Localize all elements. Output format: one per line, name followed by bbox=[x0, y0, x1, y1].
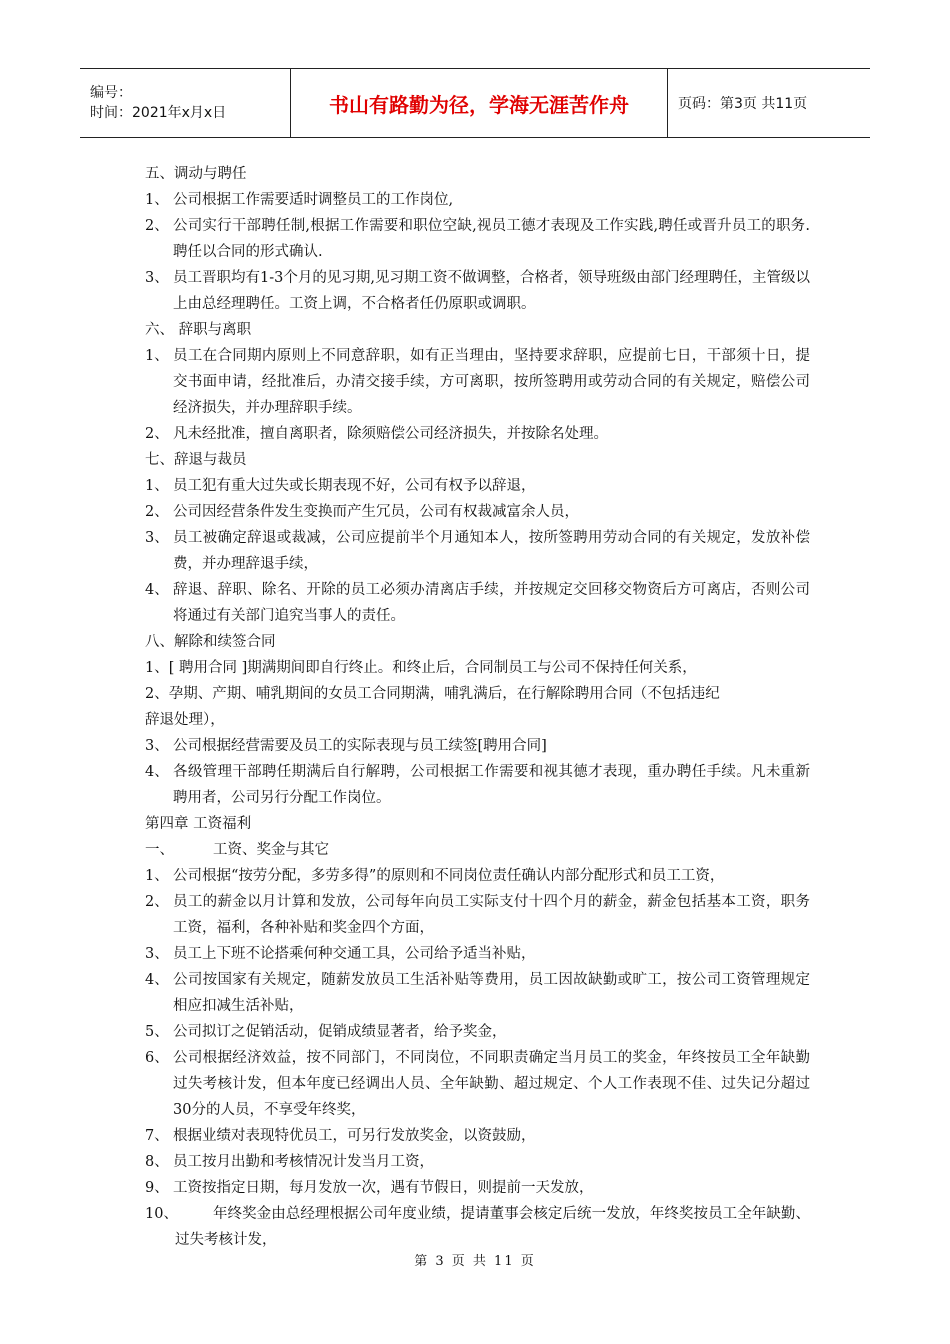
section-8-line-1: 1、[ 聘用合同 ]期满期间即自行终止。和终止后，合同制员工与公司不保持任何关系， bbox=[145, 660, 697, 676]
list-item: 2、 公司因经营条件发生变换而产生冗员，公司有权裁减富余人员， bbox=[145, 504, 579, 520]
serial-label: 编号： bbox=[90, 85, 132, 101]
section-6-title: 六、 辞职与离职 bbox=[145, 322, 252, 338]
header-page-info bbox=[668, 69, 870, 137]
section-5-title: 五、调动与聘任 bbox=[145, 166, 247, 182]
list-item: 3、 员工晋职均有1-3个月的见习期,见习期工资不做调整，合格者，领导班级由部门经理聘任，主管级以上由总经理聘任。工资上调，不合格者任仍原职或调职。 bbox=[145, 270, 810, 312]
header-meta bbox=[80, 69, 291, 137]
list-item: 4、 辞退、辞职、除名、开除的员工必须办清离店手续，并按规定交回移交物资后方可离店，否则公司将通过有关部门追究当事人的责任。 bbox=[145, 582, 810, 624]
page-info-text: 页码：第3页 共11页 bbox=[678, 96, 808, 112]
list-item: 8、 员工按月出勤和考核情况计发当月工资， bbox=[145, 1154, 434, 1170]
list-item: 3、 公司根据经营需要及员工的实际表现与员工续签[聘用合同] bbox=[145, 738, 547, 754]
list-item: 2、 凡未经批准，擅自离职者，除须赔偿公司经济损失，并按除名处理。 bbox=[145, 426, 608, 442]
header-motto bbox=[291, 69, 668, 137]
date-line: 时间：2021年x月x日 bbox=[90, 105, 227, 121]
list-item: 4、 各级管理干部聘任期满后自行解聘，公司根据工作需要和视其德才表现，重办聘任手续。凡未重新聘用者，公司另行分配工作岗位。 bbox=[145, 764, 810, 806]
list-item: 5、 公司拟订之促销活动，促销成绩显著者，给予奖金， bbox=[145, 1024, 507, 1040]
list-item: 9、 工资按指定日期，每月发放一次，遇有节假日，则提前一天发放， bbox=[145, 1180, 594, 1196]
section-8-line-2a: 2、孕期、产期、哺乳期间的女员工合同期满，哺乳满后，在行解除聘用合同（不包括违纪 bbox=[145, 686, 720, 702]
list-item: 1、 员工犯有重大过失或长期表现不好，公司有权予以辞退， bbox=[145, 478, 536, 494]
section-8-title: 八、解除和续签合同 bbox=[145, 634, 276, 650]
list-item: 3、 员工被确定辞退或裁减，公司应提前半个月通知本人，按所签聘用劳动合同的有关规定，发放补偿费，并办理辞退手续， bbox=[145, 530, 810, 572]
list-item-10: 10、 年终奖金由总经理根据公司年度业绩，提请董事会核定后统一发放，年终奖按员工全年缺勤、过失考核计发， bbox=[145, 1206, 810, 1248]
chapter-4-title: 第四章 工资福利 bbox=[145, 816, 252, 832]
chapter-4-subtitle: 一、 工资、奖金与其它 bbox=[145, 842, 329, 858]
list-item: 1、 公司根据工作需要适时调整员工的工作岗位, bbox=[145, 192, 454, 208]
section-7-title: 七、辞退与裁员 bbox=[145, 452, 247, 468]
list-item: 1、 公司根据“按劳分配，多劳多得”的原则和不同岗位责任确认内部分配形式和员工工资， bbox=[145, 868, 725, 884]
list-item: 3、 员工上下班不论搭乘何种交通工具，公司给予适当补贴， bbox=[145, 946, 536, 962]
page-footer: 第 3 页 共 11 页 bbox=[414, 1254, 536, 1269]
section-8-line-2b: 辞退处理）， bbox=[145, 712, 225, 728]
list-item: 7、 根据业绩对表现特优员工，可另行发放奖金，以资鼓励， bbox=[145, 1128, 536, 1144]
motto-text: 书山有路勤为径，学海无涯苦作舟 bbox=[329, 92, 629, 117]
list-item: 2、 公司实行干部聘任制,根据工作需要和职位空缺,视员工德才表现及工作实践,聘任或晋升员工的职务.聘任以合同的形式确认. bbox=[145, 218, 810, 260]
list-item: 2、 员工的薪金以月计算和发放，公司每年向员工实际支付十四个月的薪金，薪金包括基本工资，职务工资，福利，各种补贴和奖金四个方面， bbox=[145, 894, 810, 936]
list-item: 1、 员工在合同期内原则上不同意辞职，如有正当理由，坚持要求辞职，应提前七日，干部须十日，提交书面申请，经批准后，办清交接手续，方可离职，按所签聘用或劳动合同的有关规定，赔偿公司经济损失，并办理辞职手续。 bbox=[145, 348, 810, 416]
document-body bbox=[145, 161, 810, 1253]
page-header bbox=[80, 68, 870, 138]
list-item: 4、 公司按国家有关规定，随薪发放员工生活补贴等费用，员工因故缺勤或旷工，按公司工资管理规定相应扣减生活补贴， bbox=[145, 972, 810, 1014]
list-item: 6、 公司根据经济效益，按不同部门，不同岗位，不同职责确定当月员工的奖金，年终按员工全年缺勤过失考核计发，但本年度已经调出人员、全年缺勤、超过规定、个人工作表现不佳、过失记分超过30分的人员，不享受年终奖， bbox=[145, 1050, 810, 1118]
